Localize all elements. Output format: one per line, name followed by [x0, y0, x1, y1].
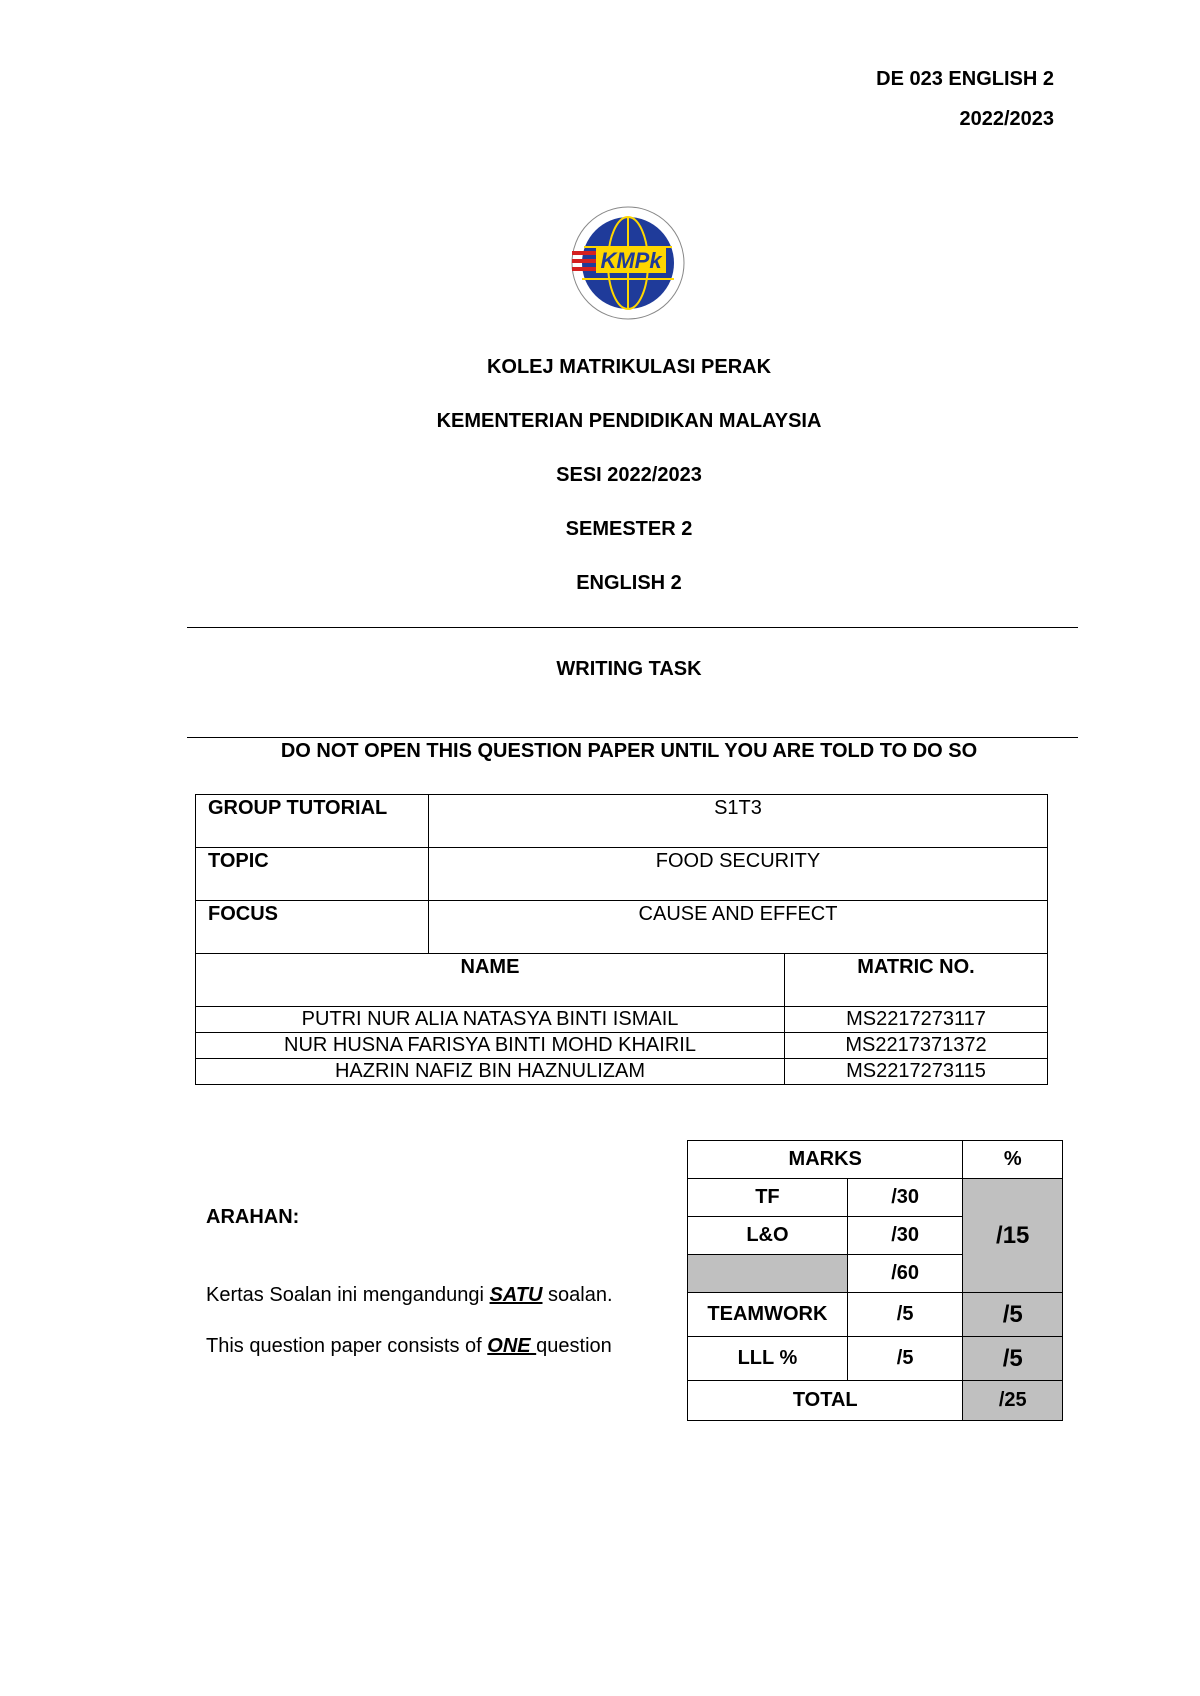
academic-year: 2022/2023	[959, 108, 1054, 130]
college-logo	[566, 205, 690, 321]
percent-header: %	[963, 1141, 1063, 1179]
student-matric: MS2217273115	[785, 1059, 1048, 1085]
emphasis-one: ONE	[487, 1335, 537, 1357]
course-code: DE 023 ENGLISH 2	[876, 68, 1054, 90]
student-name: NUR HUSNA FARISYA BINTI MOHD KHAIRIL	[196, 1033, 785, 1059]
blank-cell	[688, 1255, 848, 1293]
warning-text: DO NOT OPEN THIS QUESTION PAPER UNTIL YOU ARE TOLD TO DO SO	[280, 740, 978, 762]
marks-table	[687, 1140, 1063, 1421]
teamwork-score: /5	[847, 1293, 963, 1337]
instructions-heading: ARAHAN:	[206, 1206, 300, 1228]
lo-label: L&O	[688, 1217, 848, 1255]
session: SESI 2022/2023	[556, 464, 702, 486]
group-info-table	[195, 794, 1048, 1085]
topic-value: FOOD SECURITY	[429, 848, 1048, 901]
focus-value: CAUSE AND EFFECT	[429, 901, 1048, 954]
lll-percent: /5	[963, 1337, 1063, 1381]
subtotal-score: /60	[847, 1255, 963, 1293]
name-header: NAME	[196, 954, 785, 1007]
instruction-malay: Kertas Soalan ini mengandungi SATU soalan.	[206, 1284, 613, 1306]
total-label: TOTAL	[688, 1381, 963, 1421]
teamwork-label: TEAMWORK	[688, 1293, 848, 1337]
focus-label: FOCUS	[196, 901, 429, 954]
teamwork-percent: /5	[963, 1293, 1063, 1337]
group-tutorial-value: S1T3	[429, 795, 1048, 848]
task-title: WRITING TASK	[556, 658, 702, 680]
table-row	[196, 1059, 1048, 1085]
svg-text:KMPk: KMPk	[600, 248, 662, 273]
divider-bottom	[187, 737, 1078, 738]
total-percent: /25	[963, 1381, 1063, 1421]
semester: SEMESTER 2	[565, 518, 693, 540]
subtotal-percent: /15	[963, 1179, 1063, 1293]
ministry-name: KEMENTERIAN PENDIDIKAN MALAYSIA	[436, 410, 822, 432]
student-matric: MS2217273117	[785, 1007, 1048, 1033]
topic-label: TOPIC	[196, 848, 429, 901]
lll-label: LLL %	[688, 1337, 848, 1381]
matric-header: MATRIC NO.	[785, 954, 1048, 1007]
tf-score: /30	[847, 1179, 963, 1217]
student-name: PUTRI NUR ALIA NATASYA BINTI ISMAIL	[196, 1007, 785, 1033]
student-matric: MS2217371372	[785, 1033, 1048, 1059]
student-name: HAZRIN NAFIZ BIN HAZNULIZAM	[196, 1059, 785, 1085]
college-name: KOLEJ MATRIKULASI PERAK	[486, 356, 772, 378]
lll-score: /5	[847, 1337, 963, 1381]
subject: ENGLISH 2	[576, 572, 682, 594]
marks-header: MARKS	[688, 1141, 963, 1179]
table-row	[196, 1007, 1048, 1033]
divider-top	[187, 627, 1078, 628]
tf-label: TF	[688, 1179, 848, 1217]
emphasis-satu: SATU	[489, 1284, 543, 1306]
group-tutorial-label: GROUP TUTORIAL	[196, 795, 429, 848]
lo-score: /30	[847, 1217, 963, 1255]
instruction-english: This question paper consists of ONE question	[206, 1335, 612, 1357]
table-row	[196, 1033, 1048, 1059]
